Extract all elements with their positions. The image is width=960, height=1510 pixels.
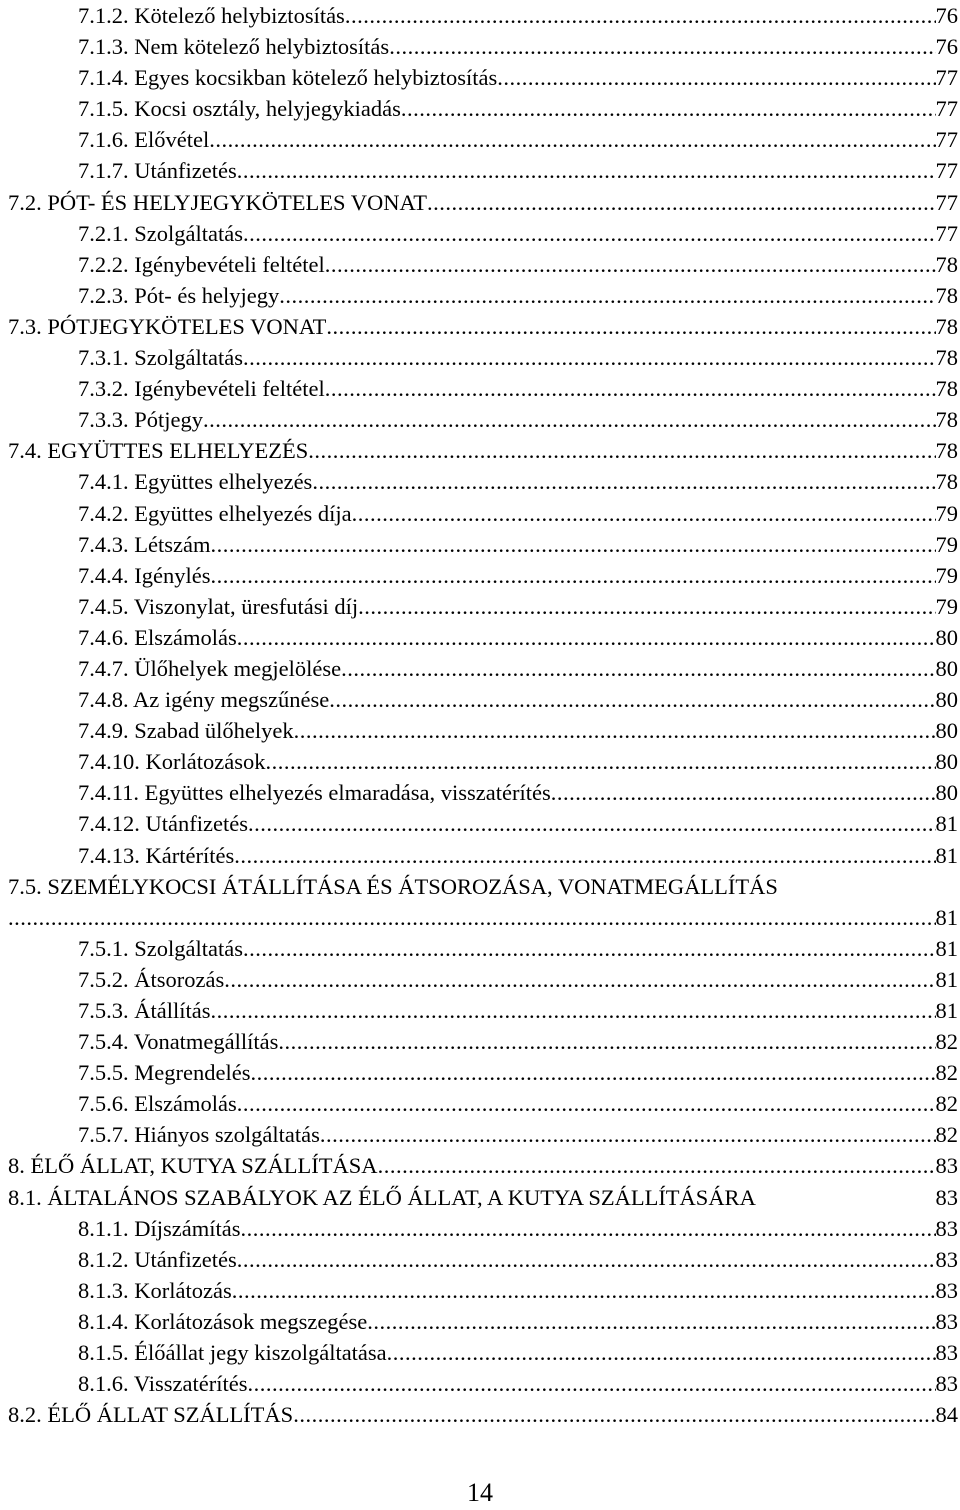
toc-entry[interactable] xyxy=(8,1213,958,1244)
dot-leader xyxy=(243,218,936,249)
toc-entry-title: 7.5.1. Szolgáltatás xyxy=(78,933,243,964)
toc-entry-page: 78 xyxy=(935,376,958,402)
toc-entry-line xyxy=(78,840,958,871)
toc-entry[interactable] xyxy=(8,124,958,155)
toc-entry[interactable] xyxy=(8,498,958,529)
dot-leader xyxy=(209,124,935,155)
toc-entry-leader-line xyxy=(8,902,958,933)
toc-entry[interactable] xyxy=(8,342,958,373)
toc-entry-page: 79 xyxy=(935,500,958,526)
toc-entry-title: 7.5.2. Átsorozás xyxy=(78,964,224,995)
toc-entry-title: 7.4.6. Elszámolás xyxy=(78,622,237,653)
toc-entry-line xyxy=(78,684,958,715)
toc-entry-page: 80 xyxy=(935,780,958,806)
toc-entry-title: 7.3.2. Igénybevételi feltétel xyxy=(78,373,325,404)
toc-entry-title: 7.4.11. Együttes elhelyezés elmaradása, visszatérítés xyxy=(78,777,551,808)
toc-entry-page: 78 xyxy=(935,345,958,371)
toc-entry-line xyxy=(78,1368,958,1399)
toc-entry-page: 84 xyxy=(935,1402,958,1428)
toc-entry-line xyxy=(78,933,958,964)
dot-leader xyxy=(308,435,935,466)
toc-entry-line xyxy=(78,218,958,249)
toc-entry-line xyxy=(8,187,958,218)
toc-entry-page: 79 xyxy=(935,593,958,619)
toc-entry-title: 7.4.13. Kártérítés xyxy=(78,840,234,871)
toc-entry-page: 82 xyxy=(935,1060,958,1086)
dot-leader xyxy=(243,342,936,373)
toc-entry-line xyxy=(78,31,958,62)
toc-entry-page: 78 xyxy=(935,407,958,433)
table-of-contents xyxy=(8,0,958,1430)
toc-entry[interactable] xyxy=(8,560,958,591)
toc-entry-line xyxy=(78,404,958,435)
dot-leader xyxy=(341,653,935,684)
dot-leader xyxy=(8,902,936,933)
toc-entry-page: 81 xyxy=(935,904,958,930)
toc-entry-line xyxy=(78,715,958,746)
toc-entry[interactable] xyxy=(8,964,958,995)
toc-entry-page: 77 xyxy=(935,158,958,184)
toc-entry[interactable] xyxy=(8,218,958,249)
toc-entry[interactable] xyxy=(8,1057,958,1088)
toc-entry[interactable] xyxy=(8,653,958,684)
dot-leader xyxy=(326,311,935,342)
toc-entry[interactable] xyxy=(8,933,958,964)
toc-entry-title: 8.1.2. Utánfizetés xyxy=(78,1244,237,1275)
dot-leader xyxy=(237,1088,936,1119)
toc-entry-line xyxy=(78,342,958,373)
toc-entry[interactable] xyxy=(8,746,958,777)
toc-entry-title: 7.4.4. Igénylés xyxy=(78,560,210,591)
toc-entry[interactable] xyxy=(8,31,958,62)
toc-entry-line xyxy=(78,995,958,1026)
toc-entry[interactable] xyxy=(8,1088,958,1119)
toc-entry-title: 7.4.3. Létszám xyxy=(78,529,210,560)
toc-entry[interactable] xyxy=(8,93,958,124)
toc-entry[interactable] xyxy=(8,1119,958,1150)
dot-leader xyxy=(237,155,936,186)
toc-entry-line xyxy=(78,622,958,653)
toc-entry-title: 8.1.5. Élőállat jegy kiszolgáltatása xyxy=(78,1337,387,1368)
toc-entry-title: 8.1. ÁLTALÁNOS SZABÁLYOK AZ ÉLŐ ÁLLAT, A KUTYA SZÁLLÍTÁSÁRA xyxy=(8,1182,756,1213)
toc-entry-line xyxy=(78,466,958,497)
dot-leader xyxy=(234,840,935,871)
toc-entry-title: 7.4.7. Ülőhelyek megjelölése xyxy=(78,653,341,684)
toc-entry[interactable] xyxy=(8,529,958,560)
toc-entry-page: 83 xyxy=(935,1215,958,1241)
toc-entry[interactable] xyxy=(8,249,958,280)
toc-entry-title: 7.2.2. Igénybevételi feltétel xyxy=(78,249,325,280)
toc-entry-page: 83 xyxy=(935,1340,958,1366)
dot-leader xyxy=(294,715,936,746)
toc-entry-line xyxy=(8,1150,958,1181)
toc-entry-page: 77 xyxy=(935,220,958,246)
dot-leader xyxy=(352,498,936,529)
toc-entry-line xyxy=(78,1057,958,1088)
toc-entry-page: 83 xyxy=(935,1246,958,1272)
toc-entry-page: 80 xyxy=(935,655,958,681)
toc-entry-title: 8.2. ÉLŐ ÁLLAT SZÁLLÍTÁS xyxy=(8,1399,293,1430)
toc-entry-line xyxy=(78,964,958,995)
toc-entry-line xyxy=(78,746,958,777)
toc-entry-page: 82 xyxy=(935,1122,958,1148)
toc-entry-title: 7.4.5. Viszonylat, üresfutási díj xyxy=(78,591,358,622)
toc-entry-line xyxy=(78,1275,958,1306)
toc-entry[interactable] xyxy=(8,808,958,839)
dot-leader xyxy=(312,466,935,497)
toc-entry-line xyxy=(78,1244,958,1275)
toc-entry-line xyxy=(78,62,958,93)
toc-entry[interactable] xyxy=(8,1150,958,1181)
toc-entry-title: 7.5. SZEMÉLYKOCSI ÁTÁLLÍTÁSA ÉS ÁTSOROZÁSA, VONATMEGÁLLÍTÁS xyxy=(8,873,778,899)
toc-entry[interactable] xyxy=(8,871,958,933)
toc-entry-line xyxy=(78,1119,958,1150)
toc-entry-title: 7.4.1. Együttes elhelyezés xyxy=(78,466,312,497)
toc-entry-line xyxy=(8,435,958,466)
toc-entry[interactable] xyxy=(8,187,958,218)
toc-entry-page: 77 xyxy=(935,65,958,91)
dot-leader xyxy=(358,591,935,622)
toc-entry-line xyxy=(78,1337,958,1368)
toc-entry-title: 8.1.4. Korlátozások megszegése xyxy=(78,1306,367,1337)
toc-entry-page: 78 xyxy=(935,251,958,277)
toc-entry-title: 7.3. PÓTJEGYKÖTELES VONAT xyxy=(8,311,326,342)
toc-entry[interactable] xyxy=(8,62,958,93)
toc-entry-line xyxy=(78,373,958,404)
toc-entry[interactable] xyxy=(8,1399,958,1430)
toc-entry[interactable] xyxy=(8,684,958,715)
toc-entry-line xyxy=(78,591,958,622)
toc-entry-page: 81 xyxy=(935,966,958,992)
toc-entry-page: 76 xyxy=(935,3,958,28)
toc-entry-line xyxy=(8,1399,958,1430)
toc-entry-page: 77 xyxy=(935,189,958,215)
toc-entry-title: 7.4.9. Szabad ülőhelyek xyxy=(78,715,294,746)
toc-entry-page: 79 xyxy=(935,562,958,588)
toc-entry-title: 7.1.6. Elővétel xyxy=(78,124,209,155)
toc-entry-page: 79 xyxy=(935,531,958,557)
dot-leader xyxy=(427,187,936,218)
toc-entry-page: 81 xyxy=(935,935,958,961)
toc-entry-title: 7.4.10. Korlátozások xyxy=(78,746,265,777)
toc-entry-page: 82 xyxy=(935,1091,958,1117)
dot-leader xyxy=(497,62,935,93)
toc-entry[interactable] xyxy=(8,404,958,435)
dot-leader xyxy=(265,746,935,777)
toc-entry-title: 7.1.4. Egyes kocsikban kötelező helybiztosítás xyxy=(78,62,497,93)
toc-entry-line xyxy=(78,1088,958,1119)
toc-entry-line xyxy=(78,498,958,529)
toc-entry-line xyxy=(78,124,958,155)
dot-leader xyxy=(367,1306,935,1337)
toc-entry-page: 82 xyxy=(935,1029,958,1055)
toc-entry-title: 7.1.3. Nem kötelező helybiztosítás xyxy=(78,31,389,62)
dot-leader xyxy=(387,1337,936,1368)
toc-entry[interactable] xyxy=(8,840,958,871)
toc-entry-title: 7.1.5. Kocsi osztály, helyjegykiadás xyxy=(78,93,401,124)
toc-entry-title: 7.1.7. Utánfizetés xyxy=(78,155,237,186)
toc-entry-title: 7.4. EGYÜTTES ELHELYEZÉS xyxy=(8,435,308,466)
toc-entry[interactable] xyxy=(8,0,958,31)
toc-entry-title: 7.3.3. Pótjegy xyxy=(78,404,203,435)
toc-entry-page: 78 xyxy=(935,282,958,308)
toc-entry-page: 77 xyxy=(935,96,958,122)
toc-entry-line xyxy=(78,1306,958,1337)
toc-entry-title: 8.1.6. Visszatérítés xyxy=(78,1368,247,1399)
toc-entry-title: 8.1.3. Korlátozás xyxy=(78,1275,232,1306)
dot-leader xyxy=(240,1213,935,1244)
toc-entry[interactable] xyxy=(8,373,958,404)
dot-leader xyxy=(237,622,936,653)
toc-entry-line xyxy=(78,808,958,839)
toc-entry[interactable] xyxy=(8,1337,958,1368)
toc-entry-page: 78 xyxy=(935,438,958,464)
toc-entry-title: 7.3.1. Szolgáltatás xyxy=(78,342,243,373)
toc-entry-page: 80 xyxy=(935,624,958,650)
toc-entry-page: 78 xyxy=(935,469,958,495)
toc-entry-title: 7.5.6. Elszámolás xyxy=(78,1088,237,1119)
toc-entry-line xyxy=(78,777,958,808)
toc-entry-title: 8. ÉLŐ ÁLLAT, KUTYA SZÁLLÍTÁSA xyxy=(8,1150,378,1181)
toc-entry-line xyxy=(78,280,958,311)
toc-entry-page: 83 xyxy=(935,1184,958,1210)
toc-entry[interactable] xyxy=(8,995,958,1026)
toc-entry-line xyxy=(78,1213,958,1244)
toc-entry[interactable] xyxy=(8,715,958,746)
toc-entry-page: 83 xyxy=(935,1277,958,1303)
dot-leader xyxy=(325,249,936,280)
dot-leader xyxy=(325,373,936,404)
dot-leader xyxy=(401,93,936,124)
dot-leader xyxy=(378,1150,936,1181)
toc-entry-page: 81 xyxy=(935,811,958,837)
dot-leader xyxy=(250,1057,935,1088)
dot-leader xyxy=(210,560,935,591)
toc-entry-title: 7.4.2. Együttes elhelyezés díja xyxy=(78,498,352,529)
toc-entry-title: 7.2. PÓT- ÉS HELYJEGYKÖTELES VONAT xyxy=(8,187,427,218)
toc-entry-title: 7.5.5. Megrendelés xyxy=(78,1057,250,1088)
toc-entry[interactable] xyxy=(8,466,958,497)
dot-leader xyxy=(279,280,935,311)
toc-entry-title: 7.5.4. Vonatmegállítás xyxy=(78,1026,278,1057)
toc-entry-page: 81 xyxy=(935,998,958,1023)
toc-entry-page: 76 xyxy=(935,34,958,60)
toc-entry-line xyxy=(78,560,958,591)
dot-leader xyxy=(551,777,936,808)
toc-entry-line xyxy=(78,529,958,560)
dot-leader xyxy=(320,1119,936,1150)
dot-leader xyxy=(210,529,935,560)
toc-entry-line xyxy=(78,155,958,186)
dot-leader xyxy=(243,933,936,964)
toc-entry-line xyxy=(78,0,958,31)
toc-entry[interactable] xyxy=(8,280,958,311)
toc-entry-line xyxy=(8,1182,958,1213)
dot-leader xyxy=(224,964,935,995)
toc-entry[interactable] xyxy=(8,622,958,653)
toc-entry[interactable] xyxy=(8,435,958,466)
toc-entry-line xyxy=(78,249,958,280)
toc-entry-page: 83 xyxy=(935,1308,958,1334)
dot-leader xyxy=(232,1275,936,1306)
toc-entry[interactable] xyxy=(8,311,958,342)
dot-leader xyxy=(278,1026,935,1057)
toc-entry-page: 80 xyxy=(935,687,958,713)
toc-entry[interactable] xyxy=(8,1244,958,1275)
toc-entry-page: 78 xyxy=(935,313,958,339)
toc-entry-title: 7.4.12. Utánfizetés xyxy=(78,808,248,839)
toc-entry-title: 7.5.3. Átállítás xyxy=(78,995,210,1026)
toc-entry-title: 7.1.2. Kötelező helybiztosítás xyxy=(78,0,345,31)
toc-entry-line xyxy=(8,311,958,342)
toc-entry-page: 81 xyxy=(935,842,958,868)
toc-entry-title: 7.2.1. Szolgáltatás xyxy=(78,218,243,249)
dot-leader xyxy=(210,995,935,1026)
toc-entry[interactable] xyxy=(8,777,958,808)
toc-entry-line xyxy=(78,1026,958,1057)
toc-entry-page: 83 xyxy=(935,1153,958,1179)
dot-leader xyxy=(389,31,935,62)
dot-leader xyxy=(293,1399,935,1430)
toc-entry-page: 80 xyxy=(935,718,958,744)
toc-entry[interactable] xyxy=(8,1275,958,1306)
toc-entry-page: 77 xyxy=(935,127,958,153)
toc-entry-title: 7.4.8. Az igény megszűnése xyxy=(78,684,329,715)
toc-entry[interactable] xyxy=(8,1026,958,1057)
toc-entry-title: 8.1.1. Díjszámítás xyxy=(78,1213,240,1244)
dot-leader xyxy=(345,0,936,31)
dot-leader xyxy=(248,808,936,839)
toc-entry-line xyxy=(78,653,958,684)
dot-leader xyxy=(247,1368,935,1399)
toc-entry[interactable] xyxy=(8,1182,958,1213)
toc-entry-page: 83 xyxy=(935,1371,958,1397)
toc-entry-title: 7.5.7. Hiányos szolgáltatás xyxy=(78,1119,320,1150)
toc-entry[interactable] xyxy=(8,591,958,622)
dot-leader xyxy=(203,404,935,435)
dot-leader xyxy=(329,684,935,715)
page-number: 14 xyxy=(467,1478,493,1507)
toc-entry[interactable] xyxy=(8,1306,958,1337)
toc-entry-page: 80 xyxy=(935,749,958,775)
toc-entry[interactable] xyxy=(8,1368,958,1399)
dot-leader xyxy=(237,1244,936,1275)
toc-entry[interactable] xyxy=(8,155,958,186)
toc-entry-line xyxy=(78,93,958,124)
toc-entry-title: 7.2.3. Pót- és helyjegy xyxy=(78,280,279,311)
